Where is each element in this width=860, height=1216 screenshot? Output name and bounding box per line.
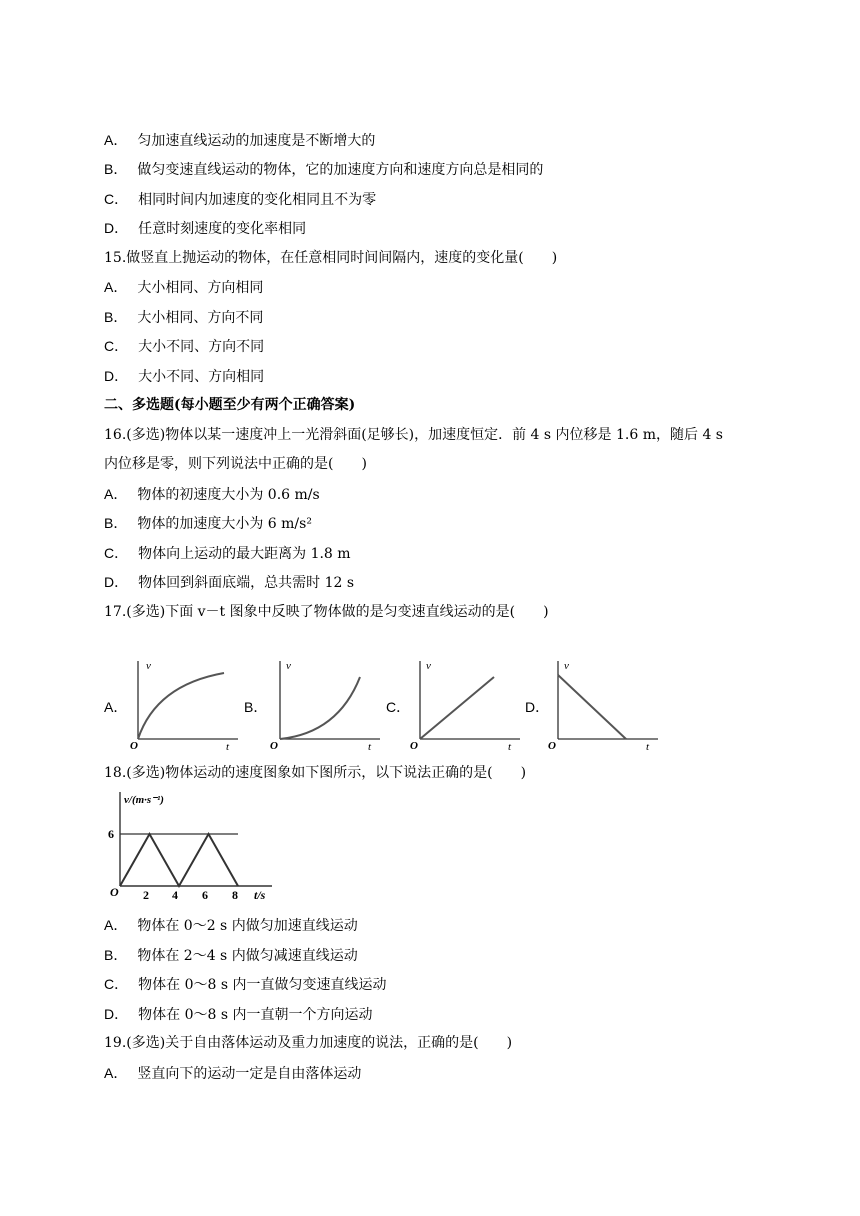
- q19-option-a: A． 竖直向下的运动一定是自由落体运动: [104, 1065, 362, 1082]
- x-tick-4: 4: [172, 888, 178, 902]
- q18-option-a: A． 物体在 0～2 s 内做匀加速直线运动: [104, 917, 358, 934]
- velocity-curve: [138, 673, 224, 739]
- q15-option-a: A． 大小相同、方向相同: [104, 279, 264, 296]
- q18-option-b: B． 物体在 2～4 s 内做匀减速直线运动: [104, 947, 358, 964]
- q15-option-b: B． 大小相同、方向不同: [104, 309, 264, 326]
- velocity-curve: [280, 677, 360, 739]
- x-axis-label: t: [226, 741, 230, 753]
- x-tick-6: 6: [202, 888, 208, 902]
- origin-label: O: [410, 740, 418, 752]
- q17-graph-d: [546, 655, 664, 753]
- q16-option-a: A． 物体的初速度大小为 0.6 m/s: [104, 486, 320, 503]
- x-axis-label: t: [508, 741, 512, 753]
- q17-graph-a: [126, 655, 244, 753]
- x-tick-2: 2: [143, 888, 149, 902]
- q16-option-c: C． 物体向上运动的最大距离为 1.8 m: [104, 545, 351, 562]
- q17-graph-b: [268, 655, 386, 753]
- y-axis-label: v/(m·s⁻¹): [124, 794, 164, 806]
- origin-label: O: [270, 740, 278, 752]
- q16-stem-line1: 16.(多选)物体以某一速度冲上一光滑斜面(足够长)，加速度恒定．前 4 s 内位移是 1.6 m，随后 4 s: [104, 427, 723, 443]
- q18-option-c: C． 物体在 0～8 s 内一直做匀变速直线运动: [104, 976, 387, 993]
- origin-label: O: [130, 740, 138, 752]
- q14-option-a: A． 匀加速直线运动的加速度是不断增大的: [104, 132, 376, 149]
- q16-stem-line2: 内位移是零，则下列说法中正确的是( ): [104, 456, 367, 472]
- x-axis-label: t/s: [254, 888, 266, 902]
- q16-option-b: B． 物体的加速度大小为 6 m/s²: [104, 515, 312, 532]
- q17-graph-a-label: A．: [104, 699, 128, 715]
- y-axis-label: v: [146, 660, 151, 672]
- origin-label: O: [110, 885, 119, 899]
- y-axis-label: v: [426, 660, 431, 672]
- q17-graph-c: [408, 655, 526, 753]
- q17-stem: 17.(多选)下面 v－t 图象中反映了物体做的是匀变速直线运动的是( ): [104, 604, 549, 620]
- q15-option-d: D． 大小不同、方向相同: [104, 368, 265, 385]
- q14-option-d: D． 任意时刻速度的变化率相同: [104, 220, 307, 237]
- x-axis-label: t: [646, 741, 650, 753]
- q18-option-d: D． 物体在 0～8 s 内一直朝一个方向运动: [104, 1006, 373, 1023]
- velocity-series-line: [120, 834, 238, 886]
- q17-graph-b-label: B．: [244, 699, 268, 715]
- q18-vt-chart: [104, 788, 280, 904]
- y-axis-label: v: [286, 660, 291, 672]
- section-heading: 二、多选题(每小题至少有两个正确答案): [104, 397, 356, 413]
- velocity-line: [558, 675, 626, 739]
- q17-graph-c-label: C．: [386, 699, 411, 715]
- x-axis-label: t: [368, 741, 372, 753]
- q19-stem: 19.(多选)关于自由落体运动及重力加速度的说法，正确的是( ): [104, 1035, 513, 1051]
- origin-label: O: [548, 740, 556, 752]
- y-axis-label: v: [564, 660, 569, 672]
- velocity-line: [420, 677, 494, 739]
- q17-graph-d-label: D．: [525, 699, 550, 715]
- x-tick-8: 8: [232, 888, 238, 902]
- q18-stem: 18.(多选)物体运动的速度图象如下图所示，以下说法正确的是( ): [104, 765, 527, 781]
- q15-stem: 15.做竖直上抛运动的物体，在任意相同时间间隔内，速度的变化量( ): [104, 250, 558, 266]
- q14-option-b: B． 做匀变速直线运动的物体，它的加速度方向和速度方向总是相同的: [104, 161, 544, 178]
- y-tick-6: 6: [108, 827, 114, 841]
- q15-option-c: C． 大小不同、方向不同: [104, 338, 265, 355]
- q16-option-d: D． 物体回到斜面底端，总共需时 12 s: [104, 574, 355, 591]
- q14-option-c: C． 相同时间内加速度的变化相同且不为零: [104, 191, 377, 208]
